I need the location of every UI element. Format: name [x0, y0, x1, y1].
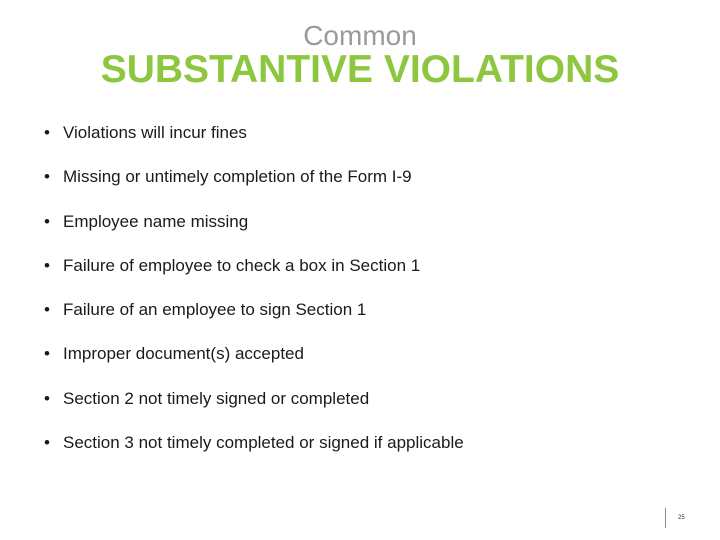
bullet-list — [44, 118, 684, 472]
bullet-text: Failure of an employee to sign Section 1 — [63, 300, 367, 320]
bullet-text: Violations will incur fines — [63, 123, 247, 142]
footer-divider — [665, 508, 666, 528]
bullet-item — [44, 384, 684, 428]
bullet-text: Improper document(s) accepted — [63, 344, 304, 364]
bullet-dot-icon: • — [44, 344, 50, 364]
page-number: 25 — [678, 515, 685, 521]
bullet-dot-icon: • — [44, 300, 50, 320]
bullet-item — [44, 118, 684, 162]
bullet-item — [44, 428, 684, 472]
bullet-dot-icon: • — [44, 433, 50, 453]
bullet-dot-icon: • — [44, 255, 50, 275]
bullet-text: Missing or untimely completion of the Form I-9 — [63, 167, 412, 187]
bullet-dot-icon: • — [44, 123, 50, 142]
bullet-dot-icon: • — [44, 388, 50, 408]
bullet-item — [44, 251, 684, 295]
slide-title: SUBSTANTIVE VIOLATIONS — [100, 48, 620, 91]
bullet-dot-icon: • — [44, 167, 50, 187]
bullet-text: Employee name missing — [63, 211, 249, 231]
bullet-text: Section 2 not timely signed or completed — [63, 388, 370, 408]
bullet-item — [44, 339, 684, 383]
bullet-item — [44, 162, 684, 206]
bullet-text: Section 3 not timely completed or signed if applicable — [63, 433, 464, 453]
bullet-item — [44, 295, 684, 339]
slide-supertitle: Common — [303, 20, 417, 51]
bullet-item — [44, 207, 684, 251]
bullet-text: Failure of employee to check a box in Section 1 — [63, 255, 421, 275]
bullet-dot-icon: • — [44, 211, 50, 231]
